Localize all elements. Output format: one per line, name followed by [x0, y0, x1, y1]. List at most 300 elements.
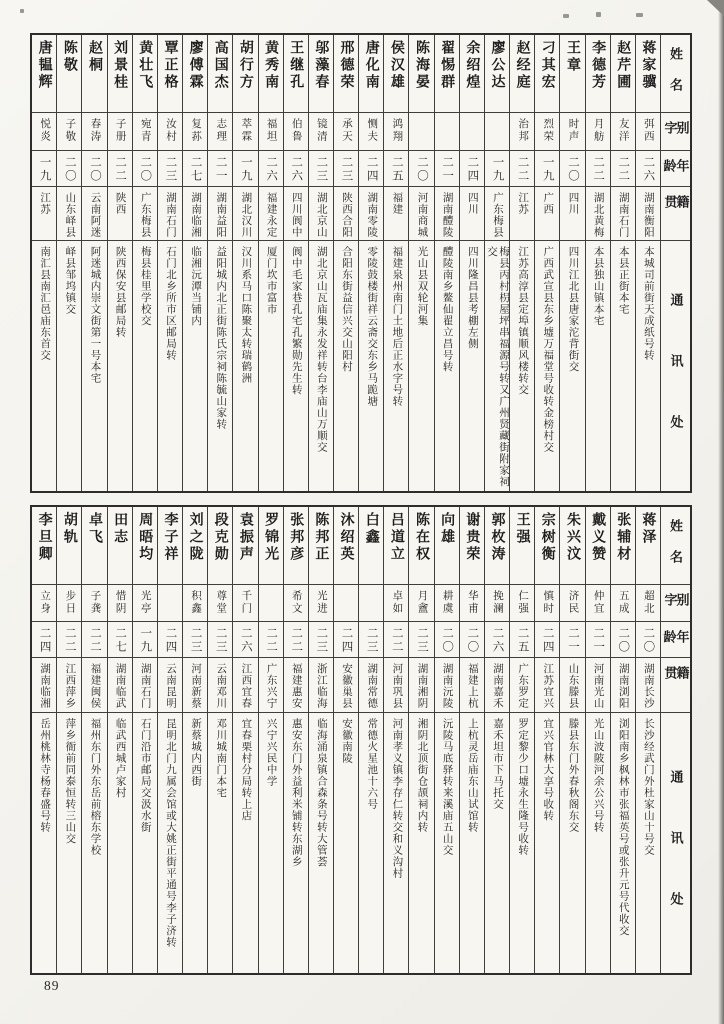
header-native-text: 籍贯: [662, 666, 690, 694]
entry-address: 长沙经武门外杜家山十号交: [642, 718, 654, 856]
entry-address-cell: [510, 241, 534, 491]
entry-age: 二二: [516, 156, 529, 183]
header-column: [660, 507, 690, 973]
entry-courtesy-name: 千门: [240, 590, 252, 615]
entry-native-cell: [334, 658, 358, 713]
entry-age-cell: [108, 622, 132, 658]
entry-age: 二四: [38, 627, 51, 654]
entry-address: 峄县邹坞镇交: [64, 246, 76, 315]
entry-age: 二二: [114, 156, 127, 183]
entry-address: 兴宁兴民中学: [265, 718, 277, 787]
entry-courtesy-cell: [32, 585, 56, 622]
entry-column: [484, 507, 509, 973]
entry-address: 阿迷城内崇文街第一号本宅: [89, 246, 101, 384]
entry-courtesy-name: 华甫: [466, 590, 478, 615]
entry-column: [383, 507, 408, 973]
entry-age-cell: [158, 151, 182, 187]
entry-column: [358, 507, 383, 973]
entry-name: 刘景桂: [112, 40, 128, 91]
entry-age-cell: [560, 151, 584, 187]
header-name-text: 姓名: [668, 46, 683, 109]
entry-courtesy-cell: [309, 113, 333, 151]
entry-address-cell: [435, 241, 459, 491]
entry-courtesy-cell: [259, 113, 283, 151]
entry-column: [232, 507, 257, 973]
entry-name: 吕道立: [388, 512, 404, 563]
entry-column: [434, 507, 459, 973]
entry-column: [107, 35, 132, 491]
entry-age: 二〇: [88, 156, 101, 183]
entry-native-place: 云南邓川: [215, 663, 227, 709]
entry-column: [81, 35, 106, 491]
entry-age-cell: [233, 151, 257, 187]
entry-address-cell: [108, 713, 132, 973]
header-address: [661, 241, 690, 491]
entry-courtesy-name: 子龚: [89, 590, 101, 615]
entry-name: 覃正格: [162, 40, 178, 91]
entry-address-cell: [586, 241, 610, 491]
entry-courtesy-cell: [611, 585, 635, 622]
entry-native-place: 湖南临湘: [190, 192, 202, 238]
entry-courtesy-cell: [82, 113, 106, 151]
entry-native-place: 四川阆中: [290, 192, 302, 238]
entry-name: 余绍煌: [464, 40, 480, 91]
entry-native-cell: [82, 658, 106, 713]
entry-courtesy-cell: [560, 585, 584, 622]
entry-courtesy-cell: [32, 113, 56, 151]
entry-courtesy-cell: [384, 585, 408, 622]
entry-address: 石门沿市邮局交汲水街: [139, 718, 151, 833]
entry-age: 二六: [290, 156, 303, 183]
entry-address-cell: [636, 713, 660, 973]
entry-age-cell: [334, 622, 358, 658]
entry-age-cell: [535, 151, 559, 187]
entry-age-cell: [586, 622, 610, 658]
entry-age: 二四: [541, 627, 554, 654]
entry-courtesy-cell: [208, 113, 232, 151]
entry-age: 二〇: [466, 627, 479, 654]
entry-courtesy-name: 弭西: [642, 118, 654, 143]
header-name-text: 姓名: [668, 518, 683, 581]
entry-name: 高国杰: [212, 40, 228, 91]
entry-native-cell: [435, 658, 459, 713]
entry-courtesy-cell: [284, 585, 308, 622]
entry-name-cell: [535, 35, 559, 113]
entry-column: [635, 507, 660, 973]
entry-column: [484, 35, 509, 491]
entry-age-cell: [108, 151, 132, 187]
entry-column: [358, 35, 383, 491]
entry-courtesy-name: 宛青: [139, 118, 151, 143]
entry-address: 阆中毛家巷孔宅孔繁勋先生转: [290, 246, 302, 396]
entry-native-cell: [460, 658, 484, 713]
entry-column: [283, 35, 308, 491]
entry-column: [534, 35, 559, 491]
entry-name: 李德芳: [590, 40, 606, 91]
entry-address-cell: [32, 713, 56, 973]
entry-courtesy-cell: [108, 113, 132, 151]
entry-courtesy-name: 惜阴: [114, 590, 126, 615]
entry-age: 二〇: [139, 156, 152, 183]
entry-name-cell: [586, 35, 610, 113]
entry-name: 向雄: [439, 512, 455, 546]
entry-native-cell: [611, 187, 635, 241]
entry-courtesy-cell: [409, 585, 433, 622]
entry-native-place: 福建: [391, 192, 403, 215]
entry-address: 萍乡衙前同泰恒转三山交: [64, 718, 76, 845]
entry-age-cell: [435, 622, 459, 658]
entry-address-cell: [334, 241, 358, 491]
entry-age-cell: [409, 622, 433, 658]
entry-column: [258, 35, 283, 491]
entry-native-cell: [284, 658, 308, 713]
entry-native-place: 福建惠安: [290, 663, 302, 709]
header-name: [661, 35, 690, 113]
entry-native-place: 江西宜春: [240, 663, 252, 709]
entry-age-cell: [309, 151, 333, 187]
entry-name-cell: [284, 507, 308, 585]
entry-age-cell: [284, 151, 308, 187]
entry-courtesy-cell: [334, 113, 358, 151]
entry-courtesy-name: 挽澜: [491, 590, 503, 615]
entry-native-cell: [233, 187, 257, 241]
entry-native-cell: [384, 187, 408, 241]
entry-name-cell: [233, 507, 257, 585]
entry-native-place: 广东兴宁: [265, 663, 277, 709]
entry-native-cell: [510, 187, 534, 241]
entry-name-cell: [485, 507, 509, 585]
entry-address-cell: [133, 241, 157, 491]
entry-native-place: 陕西: [114, 192, 126, 215]
entry-courtesy-cell: [359, 585, 383, 622]
entry-native-place: 福建永定: [265, 192, 277, 238]
entry-native-place: 山东滕县: [567, 663, 579, 709]
entry-name-cell: [57, 507, 81, 585]
entry-native-place: 湖北京山: [315, 192, 327, 238]
entry-name-cell: [384, 507, 408, 585]
entry-courtesy-name: 春涛: [89, 118, 101, 143]
entry-courtesy-cell: [535, 585, 559, 622]
entry-name-cell: [636, 507, 660, 585]
entry-age: 二三: [214, 627, 227, 654]
entry-native-place: 湖南石门: [139, 663, 151, 709]
header-address-text: 通讯处: [668, 292, 684, 476]
entry-address-cell: [82, 241, 106, 491]
entry-native-place: 湖南临武: [114, 663, 126, 709]
entry-courtesy-name: 光进: [315, 590, 327, 615]
entry-address-cell: [284, 241, 308, 491]
entry-address: 宜春栗村分局转上店: [240, 718, 252, 822]
entry-name-cell: [183, 507, 207, 585]
entry-courtesy-name: 萃霖: [240, 118, 252, 143]
entry-address-cell: [560, 713, 584, 973]
entry-column: [182, 507, 207, 973]
entry-address-cell: [57, 713, 81, 973]
entry-name-cell: [510, 507, 534, 585]
entry-name: 赵桐: [86, 40, 102, 74]
entry-courtesy-cell: [309, 585, 333, 622]
entry-address-cell: [158, 241, 182, 491]
entry-name: 沐绍英: [338, 512, 354, 563]
entry-address: 四川江北县唐家沱背街交: [567, 246, 579, 373]
entry-courtesy-cell: [284, 113, 308, 151]
entry-name: 谢贵荣: [464, 512, 480, 563]
entry-native-place: 云南阿迷: [89, 192, 101, 238]
entry-native-cell: [133, 658, 157, 713]
entry-courtesy-name: 伯鲁: [290, 118, 302, 143]
entry-courtesy-cell: [636, 585, 660, 622]
entry-name: 陈敬: [61, 40, 77, 74]
entry-address-cell: [611, 713, 635, 973]
entry-address: 常德火星池十六号: [366, 718, 378, 810]
entry-courtesy-cell: [233, 113, 257, 151]
entry-age: 二二: [617, 156, 630, 183]
entry-age-cell: [384, 151, 408, 187]
entry-courtesy-cell: [57, 113, 81, 151]
entry-name-cell: [560, 507, 584, 585]
entry-native-cell: [409, 658, 433, 713]
entry-address-cell: [384, 713, 408, 973]
entry-address-cell: [208, 713, 232, 973]
entry-name-cell: [435, 35, 459, 113]
entry-native-cell: [435, 187, 459, 241]
entry-native-place: 江苏: [39, 192, 51, 215]
entry-courtesy-cell: [586, 585, 610, 622]
entry-age: 二二: [390, 627, 403, 654]
entry-age-cell: [359, 622, 383, 658]
entry-native-cell: [611, 658, 635, 713]
entry-age-cell: [485, 151, 509, 187]
entry-name-cell: [208, 35, 232, 113]
entry-native-cell: [183, 187, 207, 241]
entry-column: [459, 507, 484, 973]
entry-address-cell: [259, 241, 283, 491]
entry-address: 四川隆昌县考棚左侧: [466, 246, 478, 350]
entry-age-cell: [208, 622, 232, 658]
entry-name-cell: [108, 507, 132, 585]
entry-name-cell: [409, 35, 433, 113]
entry-courtesy-name: 子册: [114, 118, 126, 143]
entry-age-cell: [636, 151, 660, 187]
entry-column: [207, 35, 232, 491]
entry-name-cell: [636, 35, 660, 113]
entry-name: 胡轨: [61, 512, 77, 546]
entry-column: [107, 507, 132, 973]
entry-name: 田志: [112, 512, 128, 546]
entry-courtesy-name: 福坦: [265, 118, 277, 143]
entry-name-cell: [158, 35, 182, 113]
entry-native-cell: [183, 658, 207, 713]
entry-name-cell: [32, 507, 56, 585]
entry-native-place: 湖南零陵: [366, 192, 378, 238]
entry-name: 邢德荣: [338, 40, 354, 91]
entry-name: 罗锦光: [263, 512, 279, 563]
entry-address-cell: [435, 713, 459, 973]
entry-address: 光山波陂河余公兴号转: [592, 718, 604, 833]
entry-age-cell: [409, 151, 433, 187]
entry-age: 二三: [416, 627, 429, 654]
entry-column: [559, 35, 584, 491]
entry-courtesy-cell: [435, 585, 459, 622]
entry-native-place: 浙江临海: [315, 663, 327, 709]
entry-courtesy-name: 尊堂: [215, 590, 227, 615]
entry-native-place: 四川: [567, 192, 579, 215]
entry-address-cell: [158, 713, 182, 973]
entry-age: 二〇: [441, 627, 454, 654]
entry-name: 王强: [514, 512, 530, 546]
entry-age-cell: [611, 622, 635, 658]
entry-native-cell: [460, 187, 484, 241]
entry-name-cell: [208, 507, 232, 585]
entry-column: [534, 507, 559, 973]
header-address-text: 通讯处: [668, 769, 684, 953]
entry-address-cell: [586, 713, 610, 973]
entry-courtesy-cell: [259, 585, 283, 622]
page-number: 89: [44, 978, 60, 993]
entry-address: 厦门坎市富市: [265, 246, 277, 315]
entry-age-cell: [133, 622, 157, 658]
entry-native-place: 云南昆明: [164, 663, 176, 709]
entry-age-cell: [259, 622, 283, 658]
entry-address: 湘阴北顶街仓颉祠内转: [416, 718, 428, 833]
entry-native-cell: [108, 187, 132, 241]
entry-address: 合阳东街益信兴交山阳村: [341, 246, 353, 373]
entry-age-cell: [485, 622, 509, 658]
entry-column: [207, 507, 232, 973]
entry-age: 二〇: [63, 156, 76, 183]
entry-age: 二四: [164, 627, 177, 654]
entry-courtesy-name: 汝村: [164, 118, 176, 143]
entry-age: 二二: [63, 627, 76, 654]
entry-courtesy-name: 光亭: [139, 590, 151, 615]
registry-table-top: [30, 33, 692, 493]
entry-name-cell: [535, 507, 559, 585]
entry-name: 刁其宏: [539, 40, 555, 91]
entry-name-cell: [233, 35, 257, 113]
entry-native-place: 湖北汉川: [240, 192, 252, 238]
entry-name-cell: [359, 35, 383, 113]
entry-age: 二三: [315, 156, 328, 183]
scan-speck: [563, 14, 569, 18]
entry-name-cell: [133, 507, 157, 585]
entry-address-cell: [309, 713, 333, 973]
entry-courtesy-name: 耕虞: [441, 590, 453, 615]
entry-name: 侯汉雄: [388, 40, 404, 91]
entry-native-cell: [57, 187, 81, 241]
entry-name: 黄秀南: [263, 40, 279, 91]
entry-courtesy-cell: [485, 113, 509, 151]
entry-address-cell: [233, 241, 257, 491]
entry-native-place: 河南光山: [592, 663, 604, 709]
entry-address-cell: [334, 713, 358, 973]
entry-column: [157, 507, 182, 973]
entry-courtesy-cell: [208, 585, 232, 622]
entry-name-cell: [460, 507, 484, 585]
entry-name-cell: [57, 35, 81, 113]
entry-native-cell: [208, 658, 232, 713]
entry-address: 梅县桂里学校交: [139, 246, 151, 327]
entry-courtesy-name: 仲宜: [592, 590, 604, 615]
entry-address-cell: [259, 713, 283, 973]
entry-courtesy-cell: [108, 585, 132, 622]
entry-address: 嘉禾坦市下马托交: [491, 718, 503, 810]
entry-courtesy-name: 治邦: [517, 118, 529, 143]
entry-native-place: 湖南衡阳: [642, 192, 654, 238]
entry-age-cell: [435, 151, 459, 187]
entry-age-cell: [611, 151, 635, 187]
entry-column: [32, 507, 56, 973]
entry-native-cell: [334, 187, 358, 241]
entry-courtesy-name: 五成: [617, 590, 629, 615]
entry-native-place: 福建上杭: [466, 663, 478, 709]
entry-courtesy-cell: [384, 113, 408, 151]
entry-native-place: 江苏: [517, 192, 529, 215]
entry-courtesy-cell: [510, 113, 534, 151]
entry-address: 湖北京山瓦庙集永发祥转台李庙山万顺交: [315, 246, 327, 453]
entry-age-cell: [284, 622, 308, 658]
entry-address-cell: [510, 713, 534, 973]
entry-courtesy-name: 步日: [64, 590, 76, 615]
entry-name-cell: [284, 35, 308, 113]
entry-name: 蒋家骥: [640, 40, 656, 91]
entry-age: 二四: [365, 156, 378, 183]
entry-column: [559, 507, 584, 973]
entry-native-place: 河南巩县: [391, 663, 403, 709]
entry-age: 二五: [516, 627, 529, 654]
entry-courtesy-cell: [82, 585, 106, 622]
entry-native-place: 江西萍乡: [64, 663, 76, 709]
entry-courtesy-cell: [560, 113, 584, 151]
entry-age-cell: [158, 622, 182, 658]
entry-native-place: 湖南临湘: [39, 663, 51, 709]
entry-age-cell: [57, 622, 81, 658]
entry-name: 王章: [564, 40, 580, 74]
entry-courtesy-name: 鸿翔: [391, 118, 403, 143]
entry-name-cell: [611, 35, 635, 113]
entry-name: 李旦卿: [36, 512, 52, 563]
entry-name: 袁振声: [237, 512, 253, 563]
entry-courtesy-name: 承天: [341, 118, 353, 143]
entry-age: 二〇: [617, 627, 630, 654]
entry-address-cell: [535, 241, 559, 491]
entry-column: [610, 507, 635, 973]
entry-age-cell: [334, 151, 358, 187]
entry-address: 岳州桃林寺杨春盛号转: [39, 718, 51, 833]
entry-column: [509, 507, 534, 973]
entry-native-cell: [158, 658, 182, 713]
entry-courtesy-cell: [359, 113, 383, 151]
entry-address: 惠安东门外益利米铺转东湖乡: [290, 718, 302, 868]
entry-age-cell: [359, 151, 383, 187]
entry-address-cell: [359, 241, 383, 491]
entry-address: 南汇县南汇邑庙东首交: [39, 246, 51, 361]
entry-native-cell: [108, 658, 132, 713]
entry-native-cell: [309, 187, 333, 241]
entry-courtesy-name: 卓如: [391, 590, 403, 615]
entry-column: [182, 35, 207, 491]
entry-courtesy-name: 时声: [567, 118, 579, 143]
entry-name: 胡行方: [237, 40, 253, 91]
entry-name-cell: [334, 35, 358, 113]
entry-native-place: 湖南醴陵: [441, 192, 453, 238]
entry-age: 二二: [88, 627, 101, 654]
entry-courtesy-cell: [409, 113, 433, 151]
entry-address: 上杭灵岳庙东山试馆转: [466, 718, 478, 833]
entry-native-place: 安徽巢县: [341, 663, 353, 709]
entry-age: 一九: [139, 627, 152, 654]
header-native: [661, 658, 690, 713]
entry-address: 江苏高淳县定埠镇顺风楼转交: [517, 246, 529, 396]
